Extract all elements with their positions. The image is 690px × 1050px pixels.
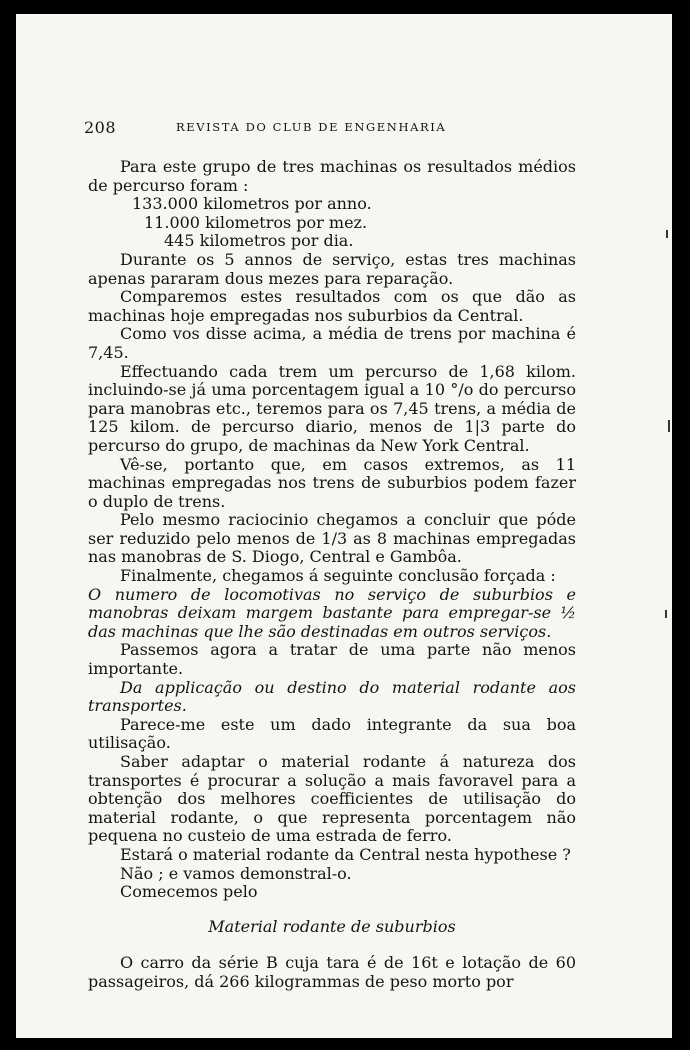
- paragraph: Passemos agora a tratar de uma parte não menos importante.: [88, 640, 576, 679]
- paragraph: Pelo mesmo raciocinio chegamos a concluir que póde ser reduzido pelo menos de 1/3 as 8 machinas empregadas nas manobras de S. Diogo, Central e Gambôa.: [88, 510, 576, 567]
- section-heading: Material rodante de suburbios: [208, 916, 456, 936]
- paragraph: Não ; e vamos demonstral-o.: [120, 863, 352, 883]
- page-number: 208: [84, 118, 117, 137]
- paragraph: Comparemos estes resultados com os que dão as machinas hoje empregadas nos suburbios da Central.: [88, 287, 576, 325]
- page-header: [84, 118, 504, 138]
- paragraph: Saber adaptar o material rodante á natureza dos transportes é procurar a solução a mais favoravel para a obtenção dos melhores coefficientes de utilisação do material rodante, o que representa porcentagem não pequena no custeio de uma estrada de ferro.: [88, 752, 576, 846]
- scan-artifact: [668, 420, 670, 432]
- paragraph: O carro da série B cuja tara é de 16t e lotação de 60 passageiros, dá 266 kilogrammas de peso morto por: [88, 953, 576, 991]
- italic-topic: Da applicação ou destino do material rodante aos transportes.: [88, 677, 576, 716]
- paragraph: Como vos disse acima, a média de trens por machina é 7,45.: [88, 324, 576, 362]
- paragraph: Finalmente, chegamos á seguinte conclusão forçada :: [120, 566, 556, 586]
- paragraph: Estará o material rodante da Central nesta hypothese ?: [120, 844, 571, 864]
- italic-conclusion: O numero de locomotivas no serviço de suburbios e manobras deixam margem bastante para empregar-se ½ das machinas que lhe são destinadas em outros serviços.: [88, 584, 576, 641]
- paragraph: Para este grupo de tres machinas os resultados médios de percurso foram :: [88, 157, 576, 195]
- scan-artifact: [666, 230, 668, 238]
- list-item: 11.000 kilometros por mez.: [144, 212, 368, 232]
- paragraph: Comecemos pelo: [120, 882, 258, 902]
- list-item: 445 kilometros por dia.: [164, 231, 354, 251]
- paragraph: Parece-me este um dado integrante da sua boa utilisação.: [88, 714, 576, 753]
- list-item: 133.000 kilometros por anno.: [132, 194, 372, 214]
- paragraph: Durante os 5 annos de serviço, estas tres machinas apenas pararam dous mezes para reparação.: [88, 249, 576, 288]
- running-title: REVISTA DO CLUB DE ENGENHARIA: [176, 120, 447, 134]
- scan-artifact: [665, 610, 667, 618]
- paragraph: Vê-se, portanto que, em casos extremos, as 11 machinas empregadas nos trens de suburbios podem fazer o duplo de trens.: [88, 454, 576, 511]
- paragraph: Effectuando cada trem um percurso de 1,68 kilom. incluindo-se já uma porcentagem igual a 10 °/o do percurso para manobras etc., teremos para os 7,45 trens, a média de 125 kilom. de percurso diario, menos de 1|3 parte do percurso do grupo, de machinas da New York Central.: [88, 361, 576, 455]
- body-text: [88, 158, 576, 992]
